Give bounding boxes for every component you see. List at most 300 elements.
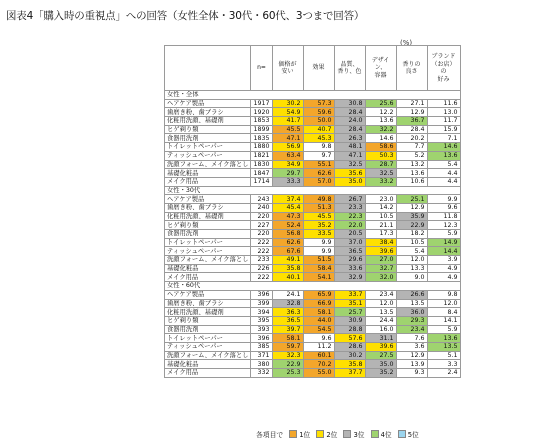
value-cell: 9.8 <box>303 143 334 152</box>
value-cell: 13.5 <box>427 342 460 351</box>
value-cell: 32.8 <box>272 299 303 308</box>
value-cell: 62.6 <box>272 238 303 247</box>
table-row <box>165 360 461 369</box>
header-cell-effect: 効果 <box>303 46 334 91</box>
legend-title: 各項目で <box>256 431 284 439</box>
section-label: 女性・60代 <box>165 282 461 291</box>
value-cell: 54.1 <box>303 273 334 282</box>
value-cell: 27.5 <box>365 351 396 360</box>
value-cell: 28.8 <box>334 325 365 334</box>
value-cell: 5.4 <box>396 247 427 256</box>
value-cell: 9.9 <box>303 238 334 247</box>
row-n: 399 <box>251 299 272 308</box>
value-cell: 30.2 <box>272 99 303 108</box>
value-cell: 9.0 <box>396 273 427 282</box>
value-cell: 5.2 <box>396 151 427 160</box>
value-cell: 32.5 <box>365 169 396 178</box>
value-cell: 32.7 <box>365 264 396 273</box>
value-cell: 23.3 <box>334 203 365 212</box>
value-cell: 13.5 <box>396 299 427 308</box>
value-cell: 37.7 <box>334 369 365 378</box>
legend-swatch-5 <box>398 430 406 438</box>
row-n: 385 <box>251 342 272 351</box>
value-cell: 9.8 <box>427 290 460 299</box>
value-cell: 33.6 <box>334 264 365 273</box>
row-n: 1714 <box>251 177 272 186</box>
section-row <box>165 282 461 291</box>
value-cell: 38.4 <box>365 238 396 247</box>
section-label: 女性・30代 <box>165 186 461 195</box>
row-label: トイレットペーパー <box>165 143 251 152</box>
row-n: 220 <box>251 212 272 221</box>
value-cell: 45.5 <box>303 212 334 221</box>
row-label: 食器用洗剤 <box>165 325 251 334</box>
table-row <box>165 203 461 212</box>
value-cell: 7.1 <box>427 134 460 143</box>
value-cell: 11.7 <box>427 117 460 126</box>
value-cell: 58.4 <box>303 264 334 273</box>
value-cell: 34.9 <box>272 160 303 169</box>
value-cell: 13.6 <box>396 169 427 178</box>
value-cell: 10.5 <box>396 238 427 247</box>
header-cell-design: デザイン、 容器 <box>365 46 396 91</box>
table-row <box>165 212 461 221</box>
row-label: 食器用洗剤 <box>165 134 251 143</box>
table-row <box>165 316 461 325</box>
value-cell: 41.7 <box>272 117 303 126</box>
row-label: ヘアケア製品 <box>165 290 251 299</box>
value-cell: 12.9 <box>396 351 427 360</box>
value-cell: 11.8 <box>427 212 460 221</box>
section-label: 女性・全体 <box>165 91 461 100</box>
value-cell: 13.6 <box>427 151 460 160</box>
value-cell: 47.1 <box>272 134 303 143</box>
row-label: ヒゲ剃り類 <box>165 125 251 134</box>
value-cell: 45.3 <box>303 134 334 143</box>
table-row <box>165 99 461 108</box>
legend-swatch-4 <box>371 430 379 438</box>
legend-swatch-3 <box>343 430 351 438</box>
value-cell: 14.4 <box>427 247 460 256</box>
value-cell: 48.1 <box>334 143 365 152</box>
value-cell: 14.9 <box>427 238 460 247</box>
legend-swatch-1 <box>289 430 297 438</box>
value-cell: 25.3 <box>272 369 303 378</box>
value-cell: 13.3 <box>396 264 427 273</box>
value-cell: 35.9 <box>396 212 427 221</box>
value-cell: 35.2 <box>303 221 334 230</box>
value-cell: 12.2 <box>365 108 396 117</box>
table-row <box>165 247 461 256</box>
value-cell: 26.6 <box>396 290 427 299</box>
value-cell: 11.2 <box>303 342 334 351</box>
table-row <box>165 195 461 204</box>
value-cell: 32.9 <box>334 273 365 282</box>
value-cell: 45.5 <box>272 125 303 134</box>
value-cell: 35.6 <box>334 169 365 178</box>
value-cell: 35.1 <box>334 299 365 308</box>
value-cell: 15.9 <box>427 125 460 134</box>
row-n: 1853 <box>251 117 272 126</box>
table-row <box>165 369 461 378</box>
unit-label: (%) <box>400 39 413 47</box>
value-cell: 35.8 <box>334 360 365 369</box>
value-cell: 5.1 <box>427 351 460 360</box>
value-cell: 14.6 <box>365 134 396 143</box>
value-cell: 23.4 <box>365 290 396 299</box>
value-cell: 9.9 <box>427 195 460 204</box>
value-cell: 13.9 <box>396 360 427 369</box>
legend-label-1: 1位 <box>299 431 311 439</box>
value-cell: 35.8 <box>272 264 303 273</box>
header-cell-price: 価格が 安い <box>272 46 303 91</box>
value-cell: 27.0 <box>365 256 396 265</box>
value-cell: 58.1 <box>272 334 303 343</box>
table-row <box>165 125 461 134</box>
row-label: ティッシュペーパー <box>165 342 251 351</box>
value-cell: 39.7 <box>272 325 303 334</box>
value-cell: 50.3 <box>365 151 396 160</box>
header-cell-n: n= <box>251 46 272 91</box>
value-cell: 4.4 <box>427 177 460 186</box>
value-cell: 25.6 <box>365 99 396 108</box>
value-cell: 28.7 <box>365 160 396 169</box>
value-cell: 36.5 <box>272 316 303 325</box>
value-cell: 4.9 <box>427 264 460 273</box>
value-cell: 63.4 <box>272 151 303 160</box>
value-cell: 13.6 <box>427 334 460 343</box>
value-cell: 47.3 <box>272 212 303 221</box>
value-cell: 40.7 <box>303 125 334 134</box>
value-cell: 9.9 <box>303 247 334 256</box>
value-cell: 58.6 <box>365 143 396 152</box>
table-row <box>165 238 461 247</box>
value-cell: 55.0 <box>303 369 334 378</box>
table-row <box>165 117 461 126</box>
value-cell: 36.3 <box>272 308 303 317</box>
value-cell: 11.6 <box>427 99 460 108</box>
row-n: 222 <box>251 238 272 247</box>
value-cell: 44.0 <box>303 316 334 325</box>
value-cell: 56.9 <box>272 143 303 152</box>
value-cell: 29.6 <box>334 256 365 265</box>
row-n: 394 <box>251 308 272 317</box>
value-cell: 3.3 <box>427 360 460 369</box>
table-row <box>165 143 461 152</box>
value-cell: 20.2 <box>396 134 427 143</box>
value-cell: 32.5 <box>334 160 365 169</box>
row-n: 1917 <box>251 99 272 108</box>
value-cell: 16.0 <box>365 325 396 334</box>
value-cell: 12.0 <box>365 299 396 308</box>
row-n: 380 <box>251 360 272 369</box>
row-label: 歯磨き粉、歯ブラシ <box>165 108 251 117</box>
value-cell: 35.0 <box>334 177 365 186</box>
row-label: 化粧用洗顔、基礎剤 <box>165 308 251 317</box>
value-cell: 26.7 <box>334 195 365 204</box>
value-cell: 28.6 <box>334 342 365 351</box>
value-cell: 32.3 <box>272 351 303 360</box>
value-cell: 57.6 <box>334 334 365 343</box>
legend-label-4: 4位 <box>380 431 392 439</box>
figure-title: 図表4「購入時の重視点」への回答（女性全体・30代・60代、3つまで回答） <box>6 10 365 22</box>
row-n: 1821 <box>251 151 272 160</box>
value-cell: 33.5 <box>303 230 334 239</box>
value-cell: 54.5 <box>303 325 334 334</box>
value-cell: 47.1 <box>334 151 365 160</box>
row-label: 洗顔フォーム、メイク落とし <box>165 160 251 169</box>
legend-label-2: 2位 <box>326 431 338 439</box>
value-cell: 28.4 <box>334 125 365 134</box>
value-cell: 22.9 <box>272 360 303 369</box>
value-cell: 39.6 <box>365 342 396 351</box>
value-cell: 13.5 <box>365 308 396 317</box>
value-cell: 57.0 <box>303 177 334 186</box>
value-cell: 57.3 <box>303 99 334 108</box>
value-cell: 52.4 <box>272 221 303 230</box>
value-cell: 23.4 <box>396 325 427 334</box>
value-cell: 2.4 <box>427 369 460 378</box>
value-cell: 59.6 <box>303 108 334 117</box>
row-label: 歯磨き粉、歯ブラシ <box>165 203 251 212</box>
value-cell: 70.2 <box>303 360 334 369</box>
row-label: トイレットペーパー <box>165 238 251 247</box>
legend-label-5: 5位 <box>407 431 419 439</box>
row-n: 1920 <box>251 108 272 117</box>
value-cell: 33.7 <box>334 290 365 299</box>
value-cell: 13.6 <box>365 117 396 126</box>
value-cell: 51.5 <box>303 256 334 265</box>
table-row <box>165 169 461 178</box>
row-n: 233 <box>251 256 272 265</box>
value-cell: 7.6 <box>396 334 427 343</box>
value-cell: 18.2 <box>396 230 427 239</box>
value-cell: 40.1 <box>272 273 303 282</box>
value-cell: 14.6 <box>427 143 460 152</box>
value-cell: 36.5 <box>334 247 365 256</box>
row-n: 243 <box>251 195 272 204</box>
value-cell: 39.6 <box>365 247 396 256</box>
row-label: 基礎化粧品 <box>165 264 251 273</box>
value-cell: 10.6 <box>396 177 427 186</box>
row-label: 基礎化粧品 <box>165 169 251 178</box>
value-cell: 37.0 <box>334 238 365 247</box>
value-cell: 12.0 <box>396 256 427 265</box>
legend-label-3: 3位 <box>353 431 365 439</box>
row-n: 220 <box>251 230 272 239</box>
row-n: 1899 <box>251 125 272 134</box>
row-n: 1847 <box>251 169 272 178</box>
value-cell: 12.0 <box>427 299 460 308</box>
row-n: 1830 <box>251 160 272 169</box>
value-cell: 33.2 <box>365 177 396 186</box>
header-cell-quality: 品質、 香り、色 <box>334 46 365 91</box>
value-cell: 32.2 <box>365 125 396 134</box>
value-cell: 30.8 <box>334 99 365 108</box>
table-row <box>165 325 461 334</box>
value-cell: 21.1 <box>365 221 396 230</box>
row-label: 化粧用洗顔、基礎剤 <box>165 117 251 126</box>
value-cell: 17.3 <box>365 230 396 239</box>
value-cell: 24.4 <box>365 316 396 325</box>
value-cell: 14.1 <box>427 316 460 325</box>
row-n: 240 <box>251 203 272 212</box>
table-body <box>165 91 461 378</box>
row-n: 226 <box>251 264 272 273</box>
row-label: メイク用品 <box>165 177 251 186</box>
value-cell: 36.0 <box>396 308 427 317</box>
legend-swatch-2 <box>316 430 324 438</box>
value-cell: 9.6 <box>427 203 460 212</box>
table-row <box>165 342 461 351</box>
row-label: 化粧用洗顔、基礎剤 <box>165 212 251 221</box>
value-cell: 35.2 <box>365 369 396 378</box>
value-cell: 35.0 <box>365 360 396 369</box>
row-label: ヘアケア製品 <box>165 99 251 108</box>
table-row <box>165 273 461 282</box>
value-cell: 9.3 <box>396 369 427 378</box>
value-cell: 3.6 <box>396 342 427 351</box>
value-cell: 22.9 <box>396 221 427 230</box>
row-n: 371 <box>251 351 272 360</box>
table-row <box>165 108 461 117</box>
value-cell: 28.4 <box>334 108 365 117</box>
value-cell: 5.9 <box>427 325 460 334</box>
value-cell: 67.6 <box>272 247 303 256</box>
value-cell: 10.5 <box>365 212 396 221</box>
row-n: 222 <box>251 247 272 256</box>
table-row <box>165 264 461 273</box>
value-cell: 33.3 <box>272 177 303 186</box>
value-cell: 5.9 <box>427 230 460 239</box>
value-cell: 36.7 <box>396 117 427 126</box>
value-cell: 29.7 <box>272 169 303 178</box>
header-cell-item <box>165 46 251 91</box>
value-cell: 66.9 <box>303 299 334 308</box>
value-cell: 37.4 <box>272 195 303 204</box>
value-cell: 13.0 <box>427 108 460 117</box>
row-label: トイレットペーパー <box>165 334 251 343</box>
value-cell: 45.4 <box>272 203 303 212</box>
value-cell: 12.9 <box>396 108 427 117</box>
value-cell: 32.0 <box>365 273 396 282</box>
value-cell: 28.4 <box>396 125 427 134</box>
value-cell: 49.1 <box>272 256 303 265</box>
value-cell: 3.9 <box>427 256 460 265</box>
table-row <box>165 256 461 265</box>
value-cell: 27.1 <box>396 99 427 108</box>
value-cell: 22.0 <box>334 221 365 230</box>
value-cell: 22.3 <box>334 212 365 221</box>
value-cell: 14.2 <box>365 203 396 212</box>
legend <box>256 429 419 439</box>
row-n: 1880 <box>251 143 272 152</box>
value-cell: 55.1 <box>303 160 334 169</box>
row-label: ティッシュペーパー <box>165 151 251 160</box>
value-cell: 59.7 <box>272 342 303 351</box>
table-row <box>165 290 461 299</box>
value-cell: 49.8 <box>303 195 334 204</box>
value-cell: 4.4 <box>427 169 460 178</box>
value-cell: 56.8 <box>272 230 303 239</box>
value-cell: 65.9 <box>303 290 334 299</box>
row-label: 食器用洗剤 <box>165 230 251 239</box>
value-cell: 54.9 <box>272 108 303 117</box>
value-cell: 12.9 <box>396 203 427 212</box>
header-cell-scent: 香りの 良さ <box>396 46 427 91</box>
row-n: 332 <box>251 369 272 378</box>
table-row <box>165 299 461 308</box>
value-cell: 26.3 <box>334 134 365 143</box>
section-row <box>165 186 461 195</box>
row-n: 396 <box>251 290 272 299</box>
row-n: 393 <box>251 325 272 334</box>
value-cell: 30.2 <box>334 351 365 360</box>
value-cell: 24.0 <box>334 117 365 126</box>
value-cell: 60.1 <box>303 351 334 360</box>
value-cell: 7.7 <box>396 143 427 152</box>
value-cell: 5.4 <box>427 160 460 169</box>
header-row <box>165 46 461 91</box>
value-cell: 23.0 <box>365 195 396 204</box>
table-row <box>165 177 461 186</box>
value-cell: 25.1 <box>396 195 427 204</box>
value-cell: 29.3 <box>396 316 427 325</box>
table-row <box>165 230 461 239</box>
table-row <box>165 221 461 230</box>
section-row <box>165 91 461 100</box>
table-row <box>165 351 461 360</box>
row-n: 395 <box>251 316 272 325</box>
value-cell: 9.6 <box>303 334 334 343</box>
row-label: ティッシュペーパー <box>165 247 251 256</box>
row-n: 396 <box>251 334 272 343</box>
row-label: 洗顔フォーム、メイク落とし <box>165 351 251 360</box>
value-cell: 62.6 <box>303 169 334 178</box>
row-n: 222 <box>251 273 272 282</box>
table-row <box>165 308 461 317</box>
row-label: メイク用品 <box>165 369 251 378</box>
value-cell: 25.7 <box>334 308 365 317</box>
survey-table <box>164 45 461 378</box>
value-cell: 8.4 <box>427 308 460 317</box>
header-cell-brand: ブランド （お店）の 好み <box>427 46 460 91</box>
value-cell: 20.5 <box>334 230 365 239</box>
value-cell: 24.1 <box>272 290 303 299</box>
table-row <box>165 334 461 343</box>
value-cell: 51.3 <box>303 203 334 212</box>
row-label: メイク用品 <box>165 273 251 282</box>
table-row <box>165 160 461 169</box>
row-n: 227 <box>251 221 272 230</box>
row-n: 1835 <box>251 134 272 143</box>
row-label: 洗顔フォーム、メイク落とし <box>165 256 251 265</box>
value-cell: 58.1 <box>303 308 334 317</box>
row-label: ヒゲ剃り類 <box>165 221 251 230</box>
value-cell: 50.0 <box>303 117 334 126</box>
row-label: ヘアケア製品 <box>165 195 251 204</box>
value-cell: 13.2 <box>396 160 427 169</box>
value-cell: 4.9 <box>427 273 460 282</box>
table-row <box>165 134 461 143</box>
value-cell: 30.9 <box>334 316 365 325</box>
table-row <box>165 151 461 160</box>
row-label: 基礎化粧品 <box>165 360 251 369</box>
value-cell: 9.7 <box>303 151 334 160</box>
value-cell: 31.1 <box>365 334 396 343</box>
value-cell: 12.3 <box>427 221 460 230</box>
row-label: ヒゲ剃り類 <box>165 316 251 325</box>
